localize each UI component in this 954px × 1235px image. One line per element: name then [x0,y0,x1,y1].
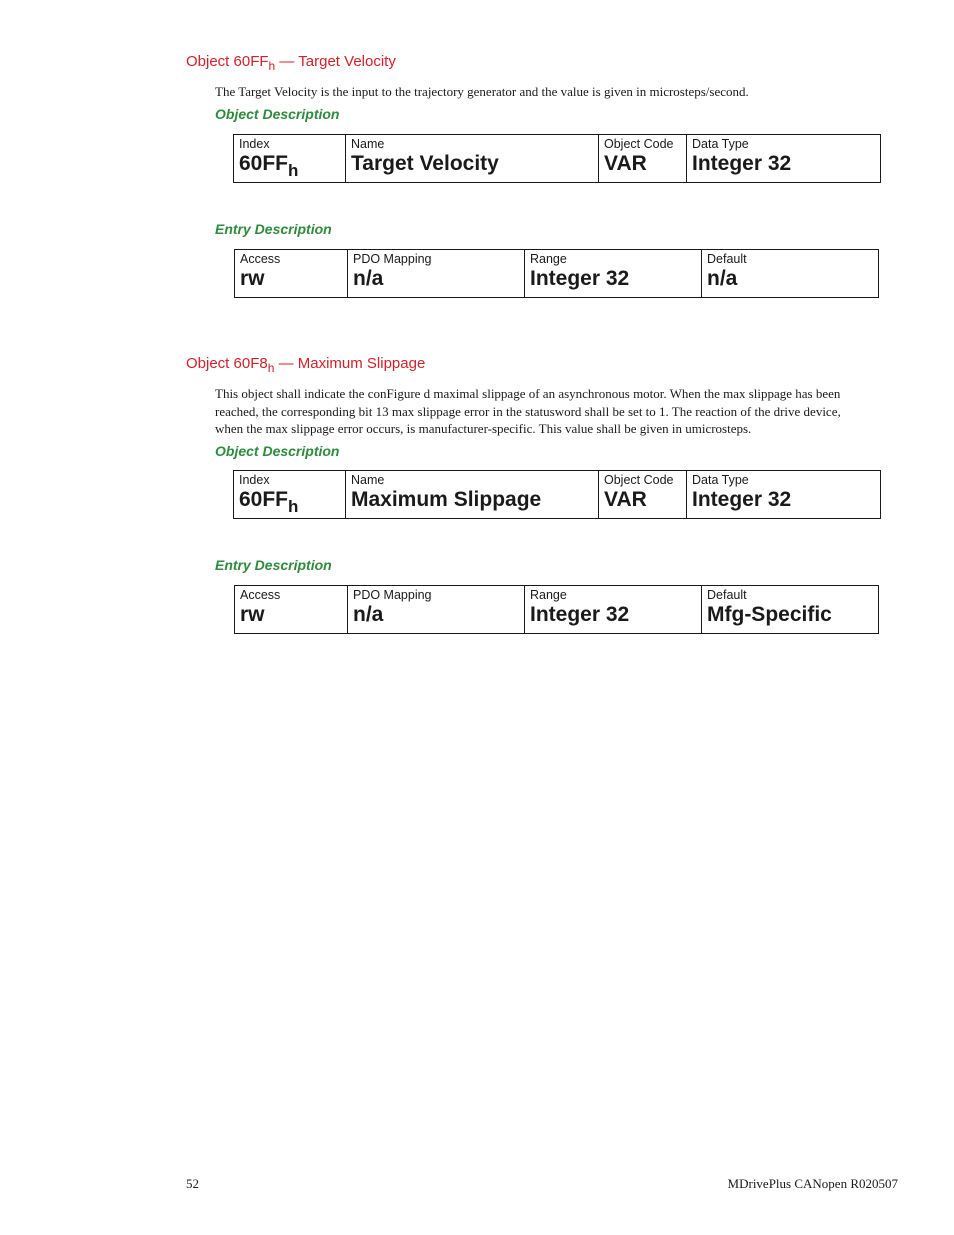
data-type-value: Integer 32 [692,152,792,175]
page-number: 52 [186,1176,199,1191]
access-value: rw [240,603,265,626]
hex-subscript: h [288,497,299,516]
section-description: The Target Velocity is the input to the trajectory generator and the value is given in microsteps/second. [215,84,749,99]
pdo-mapping-value: n/a [353,267,384,290]
section-title-suffix: — Maximum Slippage [274,355,426,372]
data-type-cell [687,135,880,182]
pdo-mapping-value: n/a [353,603,384,626]
name-cell [346,135,599,182]
description-line: reached, the corresponding bit 13 max slippage error in the statusword shall be set to 1. The reaction of the drive device, [215,403,841,419]
description-line: when the max slippage error occurs, is manufacturer-specific. This value shall be given in umicrosteps. [215,421,752,436]
section-description [215,385,875,438]
object-code-value: VAR [604,488,647,511]
entry-description-heading: Entry Description [215,221,332,237]
data-type-label: Data Type [692,137,749,151]
section-title-suffix: — Target Velocity [275,53,396,70]
description-line: This object shall indicate the conFigure d maximal slippage of an asynchronous motor. When the max slippage has been [215,386,841,401]
object-code-label: Object Code [604,473,674,487]
section-title-maximum-slippage [186,355,425,375]
data-type-label: Data Type [692,473,749,487]
default-label: Default [707,252,747,266]
index-value: $60FF_h$ [239,152,299,180]
pdo-mapping-cell [348,586,525,633]
range-value: Integer 32 [530,267,630,290]
name-label: Name [351,137,385,151]
range-cell [525,586,702,633]
name-value: Maximum Slippage [351,488,542,511]
index-label: Index [239,137,270,151]
range-label: Range [530,252,567,266]
index-cell [234,135,346,182]
name-cell [346,471,599,518]
range-value: Integer 32 [530,603,630,626]
object-code-label: Object Code [604,137,674,151]
access-label: Access [240,588,281,602]
object-description-heading: Object Description [215,443,340,459]
section-title-prefix: Object 60FF [186,53,269,70]
default-label: Default [707,588,747,602]
data-type-value: Integer 32 [692,488,792,511]
access-label: Access [240,252,281,266]
name-value: Target Velocity [351,152,499,175]
index-value: $60FF_h$ [239,488,299,516]
hex-subscript: h [267,361,275,375]
pdo-mapping-label: PDO Mapping [353,588,432,602]
name-label: Name [351,473,385,487]
entry-description-heading: Entry Description [215,557,332,573]
index-cell [234,471,346,518]
entry-description-table [234,249,879,298]
object-description-table [233,134,881,183]
document-name: MDrivePlus CANopen R020507 [727,1176,898,1191]
access-cell [235,586,348,633]
object-description-table [233,470,881,519]
default-cell [702,586,878,633]
access-cell [235,250,348,297]
hex-subscript: h [268,59,276,73]
object-code-value: VAR [604,152,647,175]
object-code-cell [599,471,687,518]
index-label: Index [239,473,270,487]
range-label: Range [530,588,567,602]
access-value: rw [240,267,265,290]
section-title-prefix: Object 60F8 [186,355,268,372]
default-value: n/a [707,267,738,290]
pdo-mapping-label: PDO Mapping [353,252,432,266]
hex-subscript: h [288,161,299,180]
object-code-cell [599,135,687,182]
data-type-cell [687,471,880,518]
default-cell [702,250,878,297]
pdo-mapping-cell [348,250,525,297]
object-description-heading: Object Description [215,106,340,122]
section-title-target-velocity [186,53,396,73]
range-cell [525,250,702,297]
default-value: Mfg-Specific [707,603,832,626]
entry-description-table [234,585,879,634]
